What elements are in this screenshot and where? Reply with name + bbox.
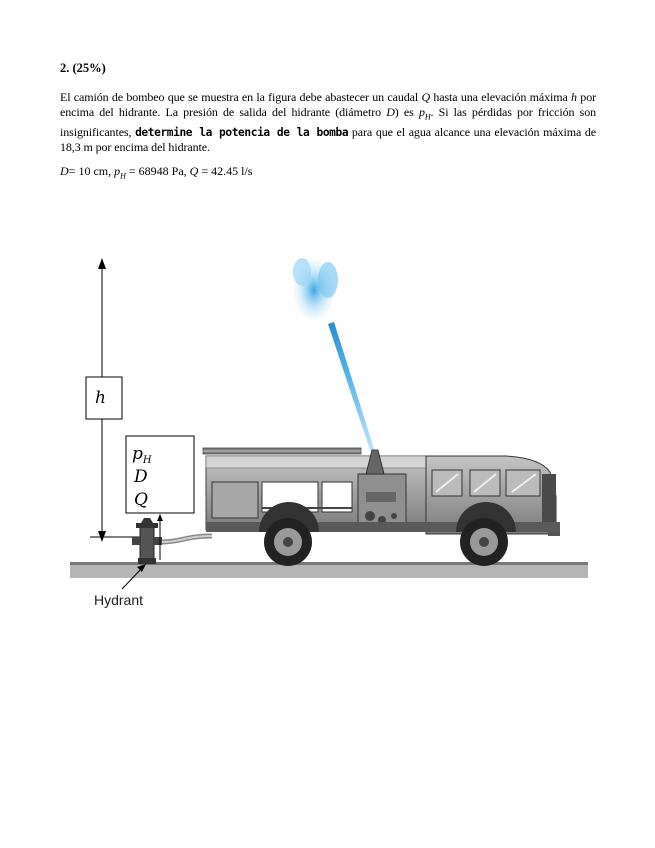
svg-text:D: D xyxy=(134,467,148,487)
fire-truck-figure xyxy=(66,250,596,620)
fire-truck xyxy=(203,448,560,566)
var-ph: $p_H$ xyxy=(418,105,431,122)
hydrant-params-box xyxy=(126,436,194,513)
hydrant-label: Hydrant xyxy=(94,592,144,608)
figure-svg xyxy=(66,250,596,620)
hydrant-icon xyxy=(132,514,163,564)
var-d: D xyxy=(386,105,395,120)
front-wheel xyxy=(460,518,508,566)
svg-text:h: h xyxy=(95,388,106,408)
task-emphasis: determine la potencia de la bomba xyxy=(135,125,349,139)
given-data: D= 10 cm, $p_H = 68948$ Pa, Q = 42.45 l/s xyxy=(60,164,253,181)
var-q: Q xyxy=(421,90,431,104)
h-label-box xyxy=(86,377,122,419)
ground-line xyxy=(70,564,588,578)
problem-statement: El camión de bombeo que se muestra en la figura debe abastecer un caudal Q hasta una elevación máxima h por encima del hidrante. La presión de salida del hidrante (diámetro D) es $p_H$. Si las pérdidas por fricción son insignificantes, determine la potencia de la bomba para que el agua alcance una elevación máxima de 18,3 m por encima del hidrante. xyxy=(60,90,597,155)
var-h: h xyxy=(571,90,577,104)
rear-wheel xyxy=(264,518,312,566)
problem-heading: 2. (25%) xyxy=(60,61,106,75)
svg-text:pH: $p_H$ xyxy=(132,444,152,466)
water-jet xyxy=(293,258,375,452)
svg-text:Q: Q xyxy=(134,490,148,510)
